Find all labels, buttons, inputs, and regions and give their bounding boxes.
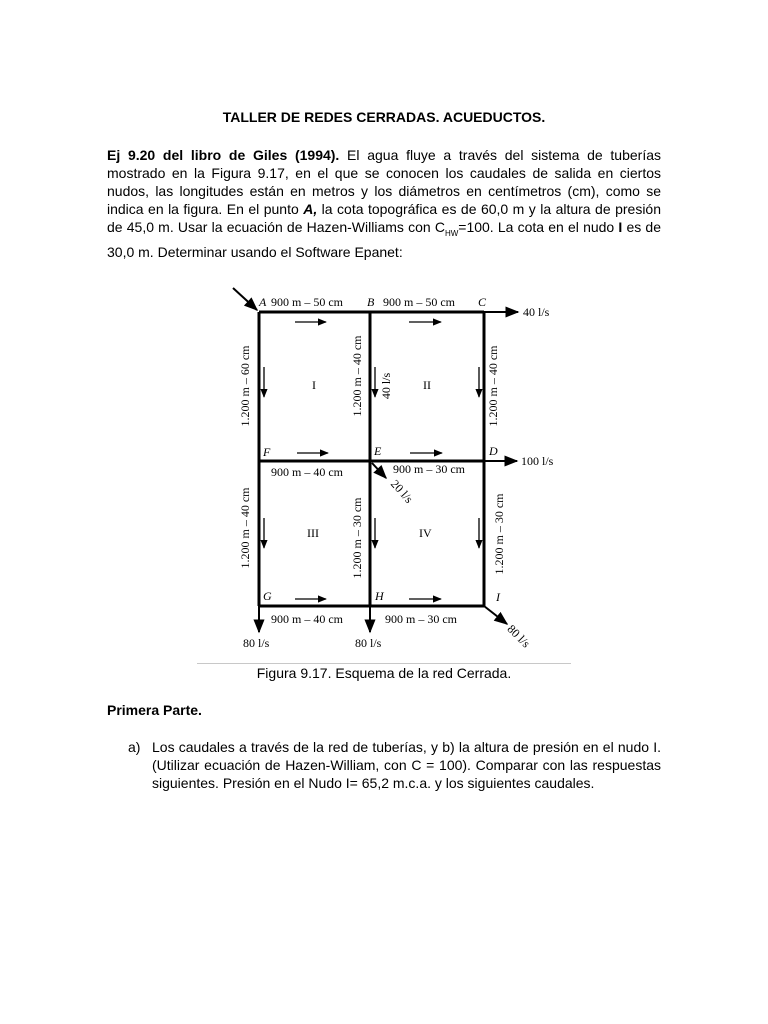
intro-text-1: El agua fluye a través del sistema de tuberías mostrado en la Figura 9.17, en el que se conocen los caudales de salida en ciertos nudos, las longitudes están en metros y los diámetros en centímetros (cm), como se indica en la figura. En el punto (107, 147, 661, 217)
flow-label-g: 80 l/s (243, 636, 270, 650)
node-label-d: D (489, 444, 498, 458)
section-title: Primera Parte. (107, 702, 202, 718)
outflow-i-arrow (484, 606, 507, 624)
node-label-a: A (259, 295, 267, 309)
flow-label-c: 40 l/s (523, 305, 550, 319)
flow-label-i: 80 l/s (504, 621, 534, 651)
node-label-b: B (367, 295, 375, 309)
flow-label-h: 80 l/s (355, 636, 382, 650)
intro-paragraph (107, 146, 661, 261)
flow-label-e-diagonal: 20 l/s (387, 476, 416, 506)
pipe-label-b-e: 1.200 m – 40 cm (350, 335, 364, 417)
node-label-c: C (478, 295, 487, 309)
pipe-label-a-b: 900 m – 50 cm (271, 295, 343, 309)
document-title: TALLER DE REDES CERRADAS. ACUEDUCTOS. (222, 109, 546, 125)
intro-text-2: la cota topográfica es de 60,0 m y la altura de presión de 45,0 m. Usar la ecuación de Hazen-Williams con C (107, 201, 661, 235)
pipe-label-b-c: 900 m – 50 cm (383, 295, 455, 309)
intro-subscript: HW (444, 228, 459, 238)
loop-label-4: IV (419, 526, 432, 540)
network-figure (205, 276, 575, 664)
figure-divider (197, 663, 571, 664)
list-item-marker: a) (128, 739, 141, 755)
list-item-a (128, 738, 661, 792)
pipe-label-a-f: 1.200 m – 60 cm (238, 345, 252, 427)
flow-label-b-e: 40 l/s (379, 372, 393, 400)
loop-label-3: III (307, 526, 319, 540)
pipe-label-g-h: 900 m – 40 cm (271, 612, 343, 626)
network-diagram (205, 276, 575, 664)
node-label-g: G (263, 589, 272, 603)
pipe-label-d-i: 1.200 m – 30 cm (492, 493, 506, 575)
node-label-i: I (496, 590, 500, 604)
node-label-f: F (263, 445, 271, 459)
intro-point: A, (303, 201, 318, 217)
list-item-text: Los caudales a través de la red de tuberías, y b) la altura de presión en el nudo I. (Utilizar ecuación de Hazen-William, con C = 100). Comparar con las respuestas siguientes. Presión en el Nudo I= 65,2 m.c.a. y los siguientes caudales. (152, 739, 661, 791)
loop-label-2: II (423, 378, 431, 392)
pipe-label-f-g: 1.200 m – 40 cm (238, 487, 252, 569)
pipe-label-f-e: 900 m – 40 cm (271, 465, 343, 479)
intro-text-3: =100. La cota en el nudo (458, 219, 619, 235)
inflow-a-arrow (233, 288, 257, 310)
pipe-label-e-h: 1.200 m – 30 cm (350, 497, 364, 579)
figure-caption: Figura 9.17. Esquema de la red Cerrada. (256, 665, 512, 681)
flow-label-d: 100 l/s (521, 454, 554, 468)
pipe-label-e-d: 900 m – 30 cm (393, 462, 465, 476)
diagonal-e-arrow (372, 463, 386, 478)
intro-lead: Ej 9.20 del libro de Giles (1994). (107, 147, 340, 163)
pipe-label-c-d: 1.200 m – 40 cm (486, 345, 500, 427)
pipe-label-h-i: 900 m – 30 cm (385, 612, 457, 626)
loop-label-1: I (312, 378, 316, 392)
node-label-h: H (375, 589, 384, 603)
intro-text-4: es de 30,0 m. Determinar usando el Software Epanet: (107, 219, 661, 260)
node-label-e: E (374, 444, 382, 458)
intro-node: I (618, 219, 623, 235)
